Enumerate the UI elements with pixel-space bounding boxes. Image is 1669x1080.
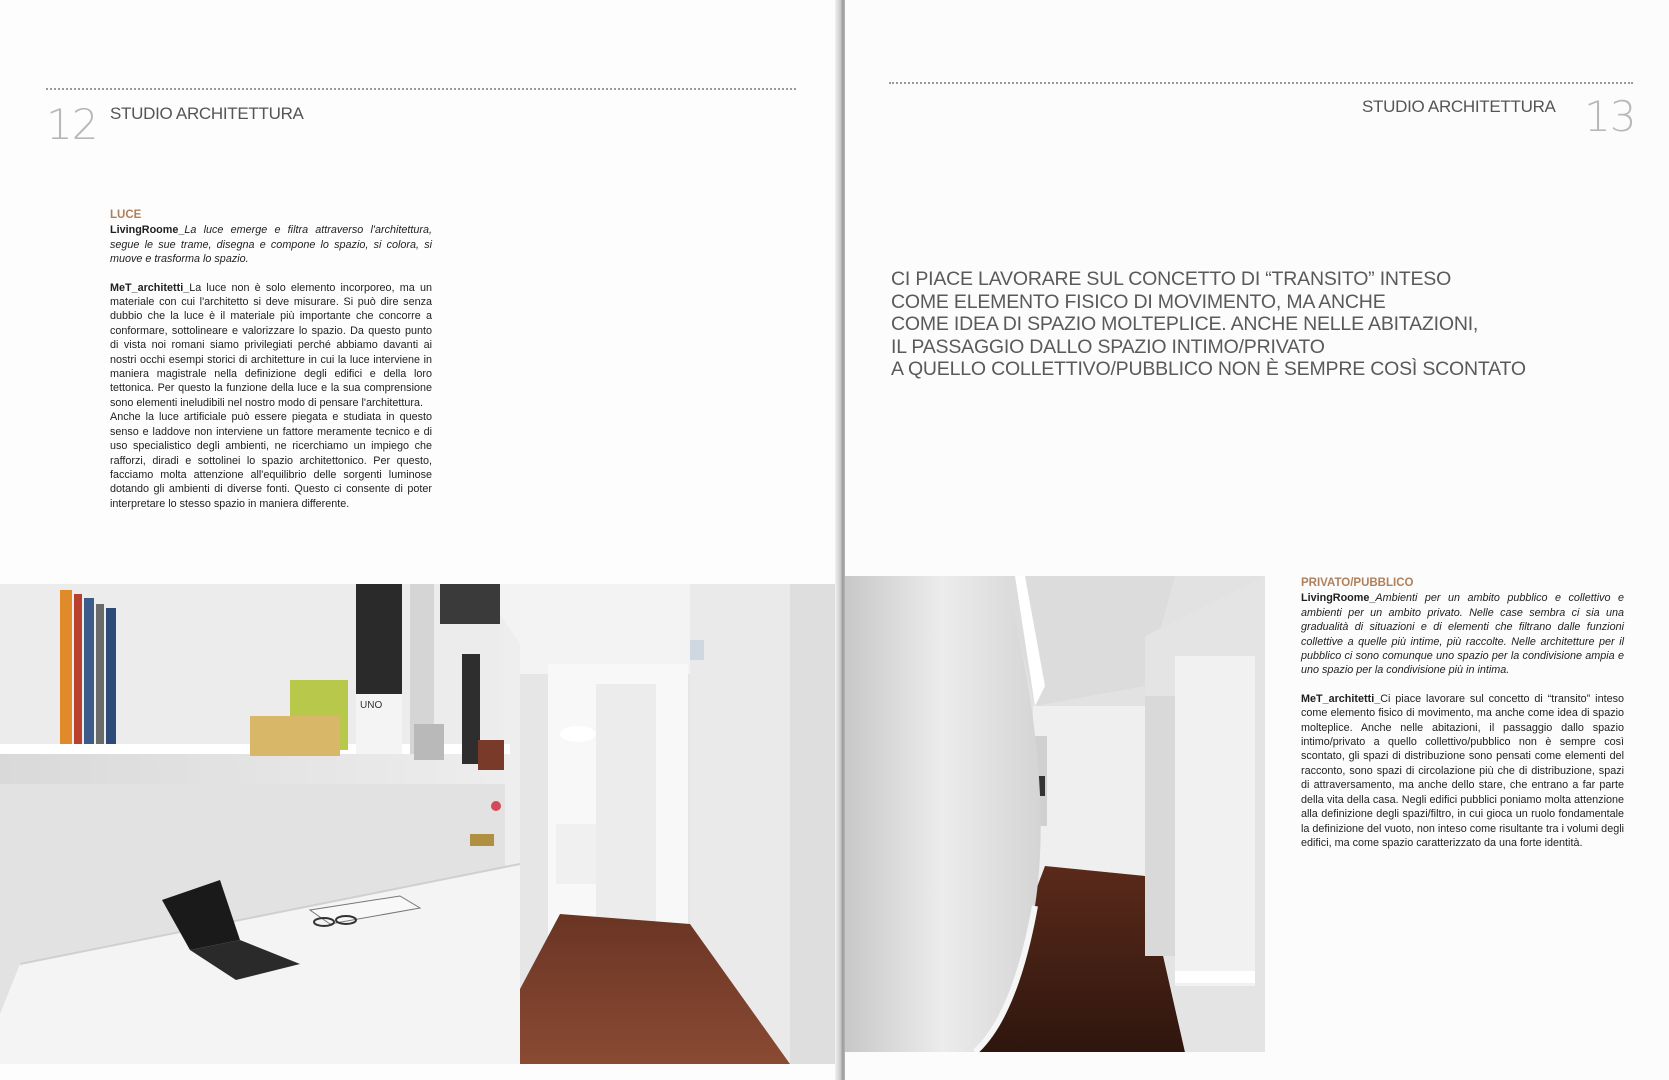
body-paragraph: [110, 281, 432, 411]
body-paragraph-2: Anche la luce artificiale può essere piegata e studiata in questo senso e laddove non interviene un fattore meramente tecnico e di uso specialistico degli ambienti, ne ricerchiamo un impiego che rafforzi, diradi e sottolinei lo spazio architettonico. Per questo, facciamo molta attenzione all'equilibrio delle sorgenti luminose dotando gli ambienti di diverse fonti. Questo ci consente di poter interpretare lo stesso spazio in maniera differente.: [110, 411, 432, 510]
section-title: LUCE: [110, 209, 142, 221]
photo-hallway-shelves: [0, 584, 842, 1064]
page-number: 12: [46, 100, 98, 149]
pull-quote: [891, 268, 1591, 381]
author-label: MeT_architetti_: [1301, 692, 1381, 705]
pull-quote-line: CI PIACE LAVORARE SUL CONCETTO DI “TRANSITO” INTESO: [891, 268, 1452, 290]
photo-curved-corridor: [845, 576, 1265, 1052]
intro-paragraph: [1301, 591, 1624, 677]
author-label: LivingRoome_: [1301, 592, 1376, 605]
text-column-privato-pubblico: [1301, 576, 1624, 864]
text-column-luce: [110, 208, 432, 525]
author-label: MeT_architetti_: [110, 281, 190, 294]
running-head: STUDIO ARCHITETTURA: [1362, 97, 1556, 116]
author-label: LivingRoome_: [110, 224, 185, 237]
pull-quote-line: IL PASSAGGIO DALLO SPAZIO INTIMO/PRIVATO: [891, 335, 1325, 358]
intro-text: Ambienti per un ambito pubblico e collettivo e ambienti per un ambito privato. Nelle case sembra ci sia una gradualità di situazioni e di elementi che filtrano dalle funzioni collettive a quelle più intime, più raccolte. Nelle architetture per il pubblico ci sono comunque uno spazio per la condivisione ampia e uno spazio per la condivisione più in intima.: [1301, 592, 1624, 677]
body-text: Ci piace lavorare sul concetto di “transito” inteso come elemento fisico di movimento, ma anche come idea di spazio molteplice. Anche nelle abitazioni, il passaggio dallo spazio intimo/privato a quello collettivo/pubblico non è sempre così scontato, gli spazi di distribuzione sono pensati come elementi del racconto, sono spazi di circolazione più che di distribuzione, spazi di attraversamento, ma anche dello stare, che entrano a far parte della vita della casa. Negli edifici pubblici poniamo molta attenzione alla definizione degli spazi/filtro, in cui gioca un ruolo fondamentale la definizione del vuoto, non inteso come risultante tra i volumi degli edifici, ma come spazio caratterizzato da una forte identità.: [1301, 692, 1624, 849]
body-text: La luce non è solo elemento incorporeo, ma un materiale con cui l'architetto si deve misurare. Si può dire senza dubbio che la luce è il materiale più importante che concorre a conformare, sottolineare e valorizzare lo spazio. Da questo punto di vista noi romani siamo privilegiati perché abbiamo davanti ai nostri occhi esempi storici di architetture in cui la luce interviene in maniera magistrale nella definizione degli edifici e della loro tettonica. Per questo la funzione della luce e la sua comprensione sono elementi ineludibili nel nostro modo di pensare l'architettura.: [110, 281, 432, 409]
body-paragraph: [1301, 692, 1624, 850]
photo-curved-corridor-image: [845, 576, 1265, 1052]
intro-text: La luce emerge e filtra attraverso l'architettura, segue le sue trame, disegna e compone lo spazio, si colora, si muove e trasforma lo spazio.: [110, 224, 432, 266]
header-rule: [46, 88, 796, 90]
pull-quote-line: COME IDEA DI SPAZIO MOLTEPLICE. ANCHE NELLE ABITAZIONI,: [891, 313, 1479, 336]
header-rule: [889, 82, 1633, 84]
book-cover-text: UNO: [360, 700, 383, 711]
pull-quote-line: A QUELLO COLLETTIVO/PUBBLICO NON È SEMPRE COSÌ SCONTATO: [891, 358, 1526, 381]
intro-paragraph: [110, 223, 432, 266]
pull-quote-line: COME ELEMENTO FISICO DI MOVIMENTO, MA ANCHE: [891, 290, 1386, 313]
photo-hallway-shelves-image: [0, 584, 842, 1064]
running-head: STUDIO ARCHITETTURA: [110, 104, 304, 123]
page-number: 13: [1584, 92, 1636, 141]
section-title: PRIVATO/PUBBLICO: [1301, 577, 1414, 589]
